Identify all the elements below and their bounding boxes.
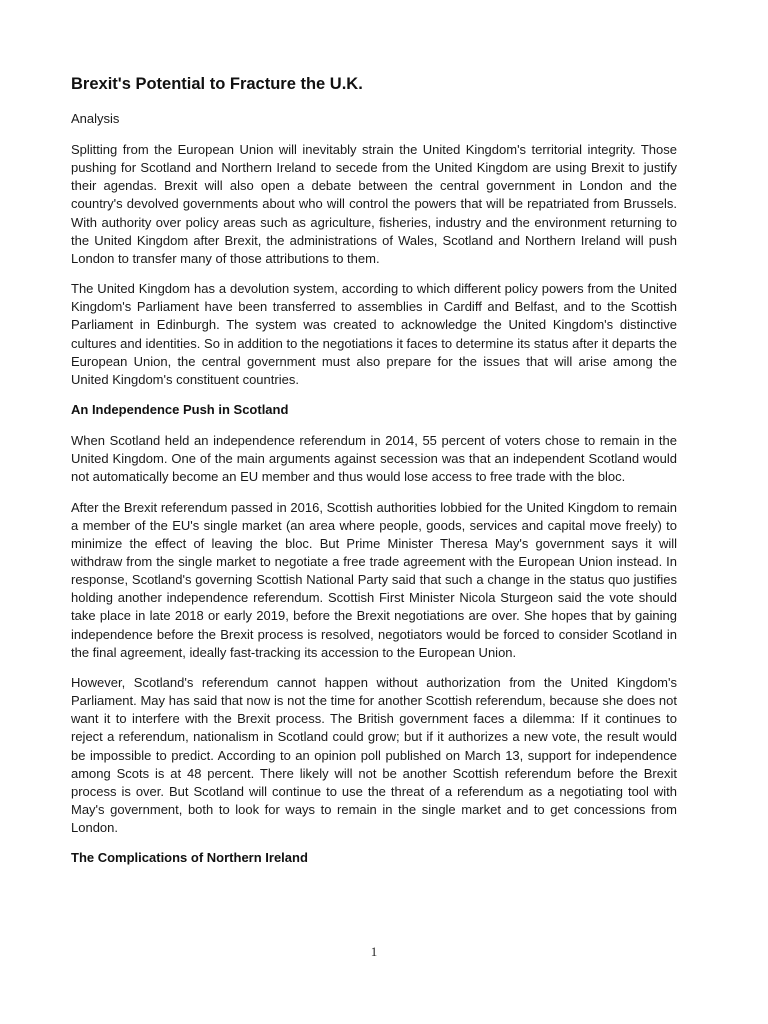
intro-paragraph-1: Splitting from the European Union will inevitably strain the United Kingdom's territorial integrity. Those pushing for Scotland and Northern Ireland to secede from the United Kingdom are using Brexit to justify their agendas. Brexit will also open a debate between the central government in London and the country's devolved governments about who will control the powers that will be repatriated from Brussels. With authority over policy areas such as agriculture, fisheries, industry and the environment returning to the United Kingdom after Brexit, the administrations of Wales, Scotland and Northern Ireland will push London to transfer many of those attributions to them. [71,142,677,266]
document-subtitle: Analysis [71,111,120,126]
page-number: 1 [370,944,378,959]
document-title: Brexit's Potential to Fracture the U.K. [71,75,363,93]
section-heading-scotland: An Independence Push in Scotland [71,402,289,418]
scotland-paragraph-1: When Scotland held an independence referendum in 2014, 55 percent of voters chose to remain in the United Kingdom. One of the main arguments against secession was that an independent Scotland would not automatically become an EU member and thus would lose access to free trade with the bloc. [71,433,677,485]
document-page [71,74,677,880]
scotland-paragraph-3: However, Scotland's referendum cannot happen without authorization from the United Kingdom's Parliament. May has said that now is not the time for another Scottish referendum, because she does not want it to interfere with the Brexit process. The British government faces a dilemma: If it continues to reject a referendum, nationalism in Scotland could grow; but if it authorizes a new vote, the result would be impossible to predict. According to an opinion poll published on March 13, support for independence among Scots is at 48 percent. There likely will not be another Scottish referendum before the Brexit process is over. But Scotland will continue to use the threat of a referendum as a negotiating tool with May's government, both to look for ways to remain in the single market and to get concessions from London. [71,674,677,836]
intro-paragraph-2: The United Kingdom has a devolution system, according to which different policy powers from the United Kingdom's Parliament have been transferred to assemblies in Cardiff and Belfast, and to the Scottish Parliament in Edinburgh. The system was created to acknowledge the United Kingdom's distinctive cultures and identities. So in addition to the negotiations it faces to determine its status after it departs the European Union, the central government must also prepare for the issues that will arise among the United Kingdom's constituent countries. [71,281,677,387]
section-heading-northern-ireland: The Complications of Northern Ireland [71,850,308,866]
scotland-paragraph-2: After the Brexit referendum passed in 2016, Scottish authorities lobbied for the United Kingdom to remain a member of the EU's single market (an area where people, goods, services and capital move freely) to minimize the effect of leaving the bloc. But Prime Minister Theresa May's government says it will withdraw from the single market to negotiate a free trade agreement with the European Union instead. In response, Scotland's governing Scottish National Party said that such a change in the status quo justifies holding another independence referendum. Scottish First Minister Nicola Sturgeon said the vote should take place in late 2018 or early 2019, before the Brexit negotiations are over. She hopes that by gaining independence before the Brexit process is resolved, negotiators would be forced to consider Scotland in the final agreement, ideally fast-tracking its accession to the European Union. [71,499,677,660]
